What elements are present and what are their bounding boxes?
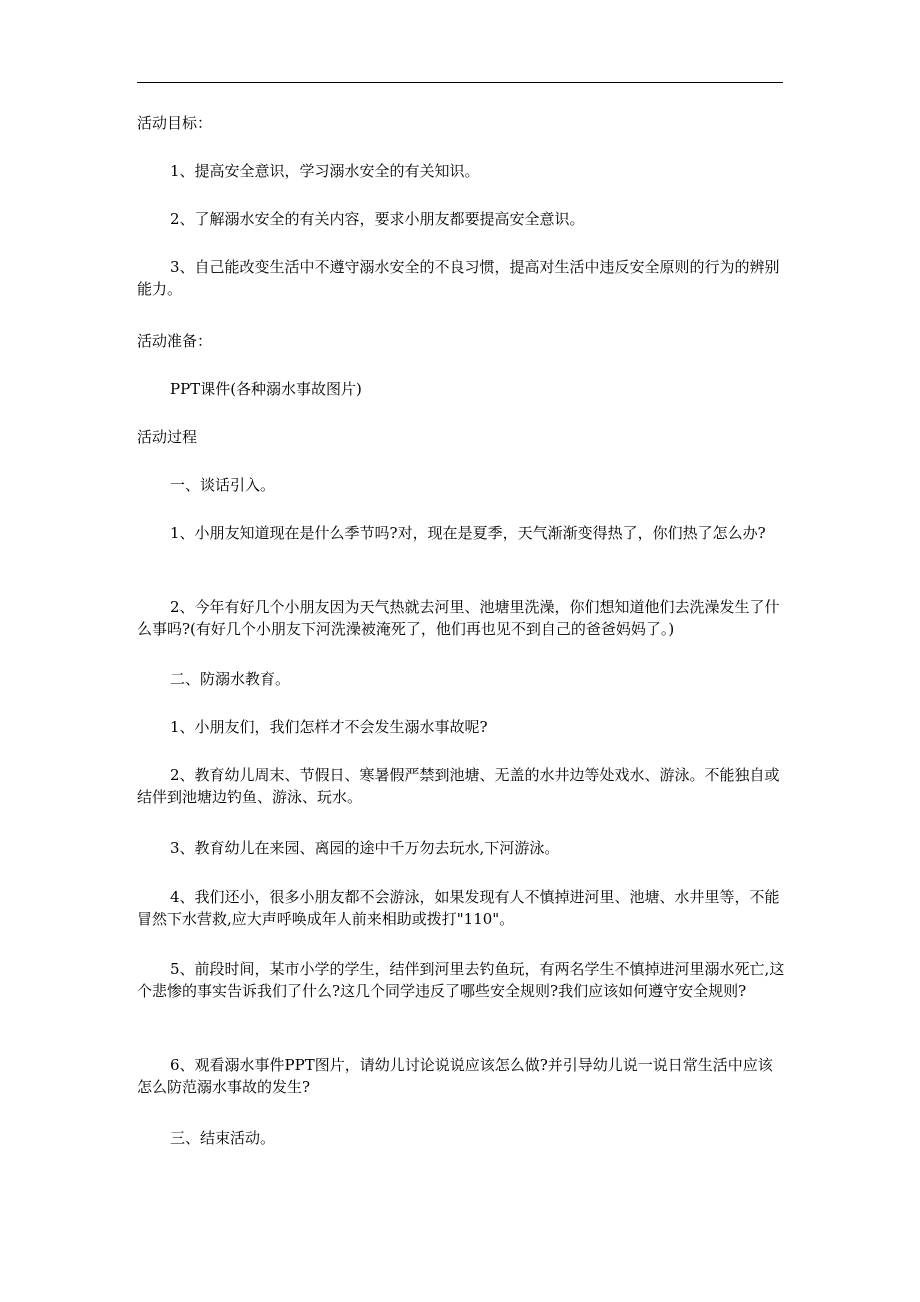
subheading-education: 二、防溺水教育。: [170, 670, 291, 688]
section-heading-goals: 活动目标：: [137, 114, 213, 132]
goal-item-1: 1、提高安全意识，学习溺水安全的有关知识。: [170, 162, 480, 180]
education-item-3: 3、教育幼儿在来园、离园的途中千万勿去玩水,下河游泳。: [170, 839, 560, 857]
section-heading-preparation: 活动准备：: [137, 332, 213, 350]
education-item-4: 4、我们还小，很多小朋友都不会游泳，如果发现有人不慎掉进河里、池塘、水井里等，不能冒然下水营救,应大声呼唤成年人前来相助或拨打"110"。: [137, 888, 780, 928]
section-heading-process: 活动过程: [137, 428, 198, 446]
education-item-1: 1、小朋友们，我们怎样才不会发生溺水事故呢?: [170, 718, 488, 736]
education-item-5: 5、前段时间，某市小学的学生，结伴到河里去钓鱼玩，有两名学生不慎掉进河里溺水死亡,这个悲惨的事实告诉我们了什么?这几个同学违反了哪些安全规则?我们应该如何遵守安全规则?: [137, 960, 785, 1000]
intro-item-1: 1、小朋友知道现在是什么季节吗?对，现在是夏季，天气渐渐变得热了，你们热了怎么办?: [170, 524, 766, 542]
subheading-intro: 一、谈话引入。: [170, 476, 276, 494]
subheading-closing: 三、结束活动。: [170, 1129, 276, 1147]
preparation-item: PPT课件(各种溺水事故图片): [170, 380, 362, 398]
intro-item-2: 2、今年有好几个小朋友因为天气热就去河里、池塘里洗澡，你们想知道他们去洗澡发生了什么事吗?(有好几个小朋友下河洗澡被淹死了，他们再也见不到自己的爸爸妈妈了。): [137, 598, 780, 638]
education-item-6: 6、观看溺水事件PPT图片，请幼儿讨论说说应该怎么做?并引导幼儿说一说日常生活中应该怎么防范溺水事故的发生?: [137, 1056, 773, 1096]
education-item-2: 2、教育幼儿周末、节假日、寒暑假严禁到池塘、无盖的水井边等处戏水、游泳。不能独自或结伴到池塘边钓鱼、游泳、玩水。: [137, 766, 780, 806]
header-rule: [137, 82, 783, 83]
goal-item-2: 2、了解溺水安全的有关内容，要求小朋友都要提高安全意识。: [170, 210, 585, 228]
goal-item-3: 3、自己能改变生活中不遵守溺水安全的不良习惯，提高对生活中违反安全原则的行为的辨别能力。: [137, 258, 780, 298]
